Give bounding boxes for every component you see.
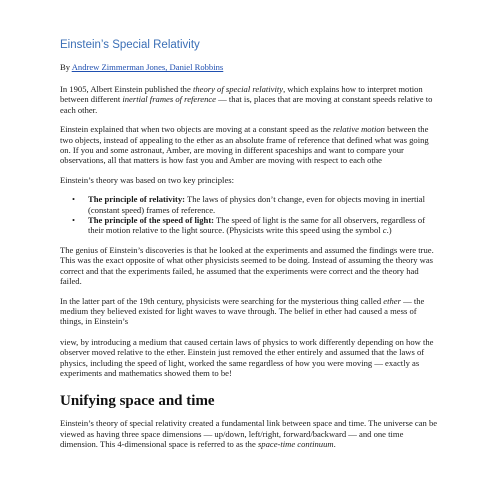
paragraph-relative-motion xyxy=(60,124,438,166)
document-page xyxy=(60,38,438,459)
section-heading: Unifying space and time xyxy=(60,393,215,410)
emphasis-space-time: space-time continuum xyxy=(257,439,334,450)
speed-symbol: c xyxy=(382,225,387,236)
emphasis-inertial-frames: inertial frames of reference xyxy=(122,94,216,105)
article-title: Einstein’s Special Relativity xyxy=(60,39,200,51)
bullet-icon: • xyxy=(72,215,76,226)
list-item xyxy=(72,215,438,236)
principle-text: The speed of light is the same for all observers, regardless of their motion relative to the light source. (Physicists write this speed using the symbol xyxy=(88,215,426,236)
principle-term: The principle of the speed of light: xyxy=(88,215,215,226)
text-run: , which explains how to interpret motion between different xyxy=(60,84,423,105)
text-run: In the latter part of the 19th century, physicists were searching for the mysterious thing called xyxy=(60,295,384,306)
text-run: In 1905, Albert Einstein published the xyxy=(60,84,193,94)
byline-prefix: By xyxy=(60,62,72,72)
paragraph-view: view, by introducing a medium that caused certain laws of physics to work differently depending on how the observer moved relative to the ether. Einstein just removed the ether entirely and assumed that the laws of physics, including the speed of light, worked the same regardless of how you were moving — exactly as experiments and mathematics showed them to be! xyxy=(60,336,434,378)
paragraph-genius: The genius of Einstein’s discoveries is that he looked at the experiments and assumed the findings were true. This was the exact opposite of what other physicists seemed to be doing. Instead of assuming the theory was correct and that the experiments failed, he assumed that the experiments were correct and the theory had failed. xyxy=(60,244,434,287)
byline xyxy=(60,62,438,73)
text-run: Einstein explained that when two objects are moving at a constant speed as the xyxy=(60,124,334,135)
author-link[interactable]: Andrew Zimmerman Jones, Daniel Robbins xyxy=(71,62,224,72)
paragraph-space-time xyxy=(60,418,438,449)
text-run: — that is, places that are moving at constant speeds relative to each other. xyxy=(60,94,433,115)
bullet-icon: • xyxy=(72,194,76,205)
list-item xyxy=(72,194,438,215)
principle-term: The principle of relativity: xyxy=(88,194,185,205)
paragraph-ether xyxy=(60,296,438,327)
paragraph-intro xyxy=(60,84,438,115)
text-run: — the medium they believed existed for light waves to wave through. The belief in ether had caused a mess of things, in Einstein’s xyxy=(60,295,425,327)
text-run: . xyxy=(333,439,336,450)
emphasis-ether: ether xyxy=(383,295,401,306)
text-run: between the two objects, instead of appealing to the ether as an absolute frame of reference that defined what was going on. If you and some astronaut, Amber, are moving in different spaceships and want to compare your observations, all that matters is how fast you and Amber are moving with respect to each othe xyxy=(60,124,429,166)
paragraph-principles-intro: Einstein’s theory was based on two key principles: xyxy=(60,174,234,185)
principle-text-end: .) xyxy=(386,225,392,236)
emphasis-relative-motion: relative motion xyxy=(333,124,385,135)
principles-list xyxy=(60,194,438,236)
emphasis-theory: theory of special relativity xyxy=(192,84,284,94)
principle-text: The laws of physics don’t change, even for objects moving in inertial (constant speed) frames of reference. xyxy=(88,194,426,215)
text-run: Einstein’s theory of special relativity created a fundamental link between space and time. The universe can be viewed as having three space dimensions — up/down, left/right, forward/backward — and one time dimension. This 4-dimensional space is referred to as the xyxy=(60,418,438,450)
